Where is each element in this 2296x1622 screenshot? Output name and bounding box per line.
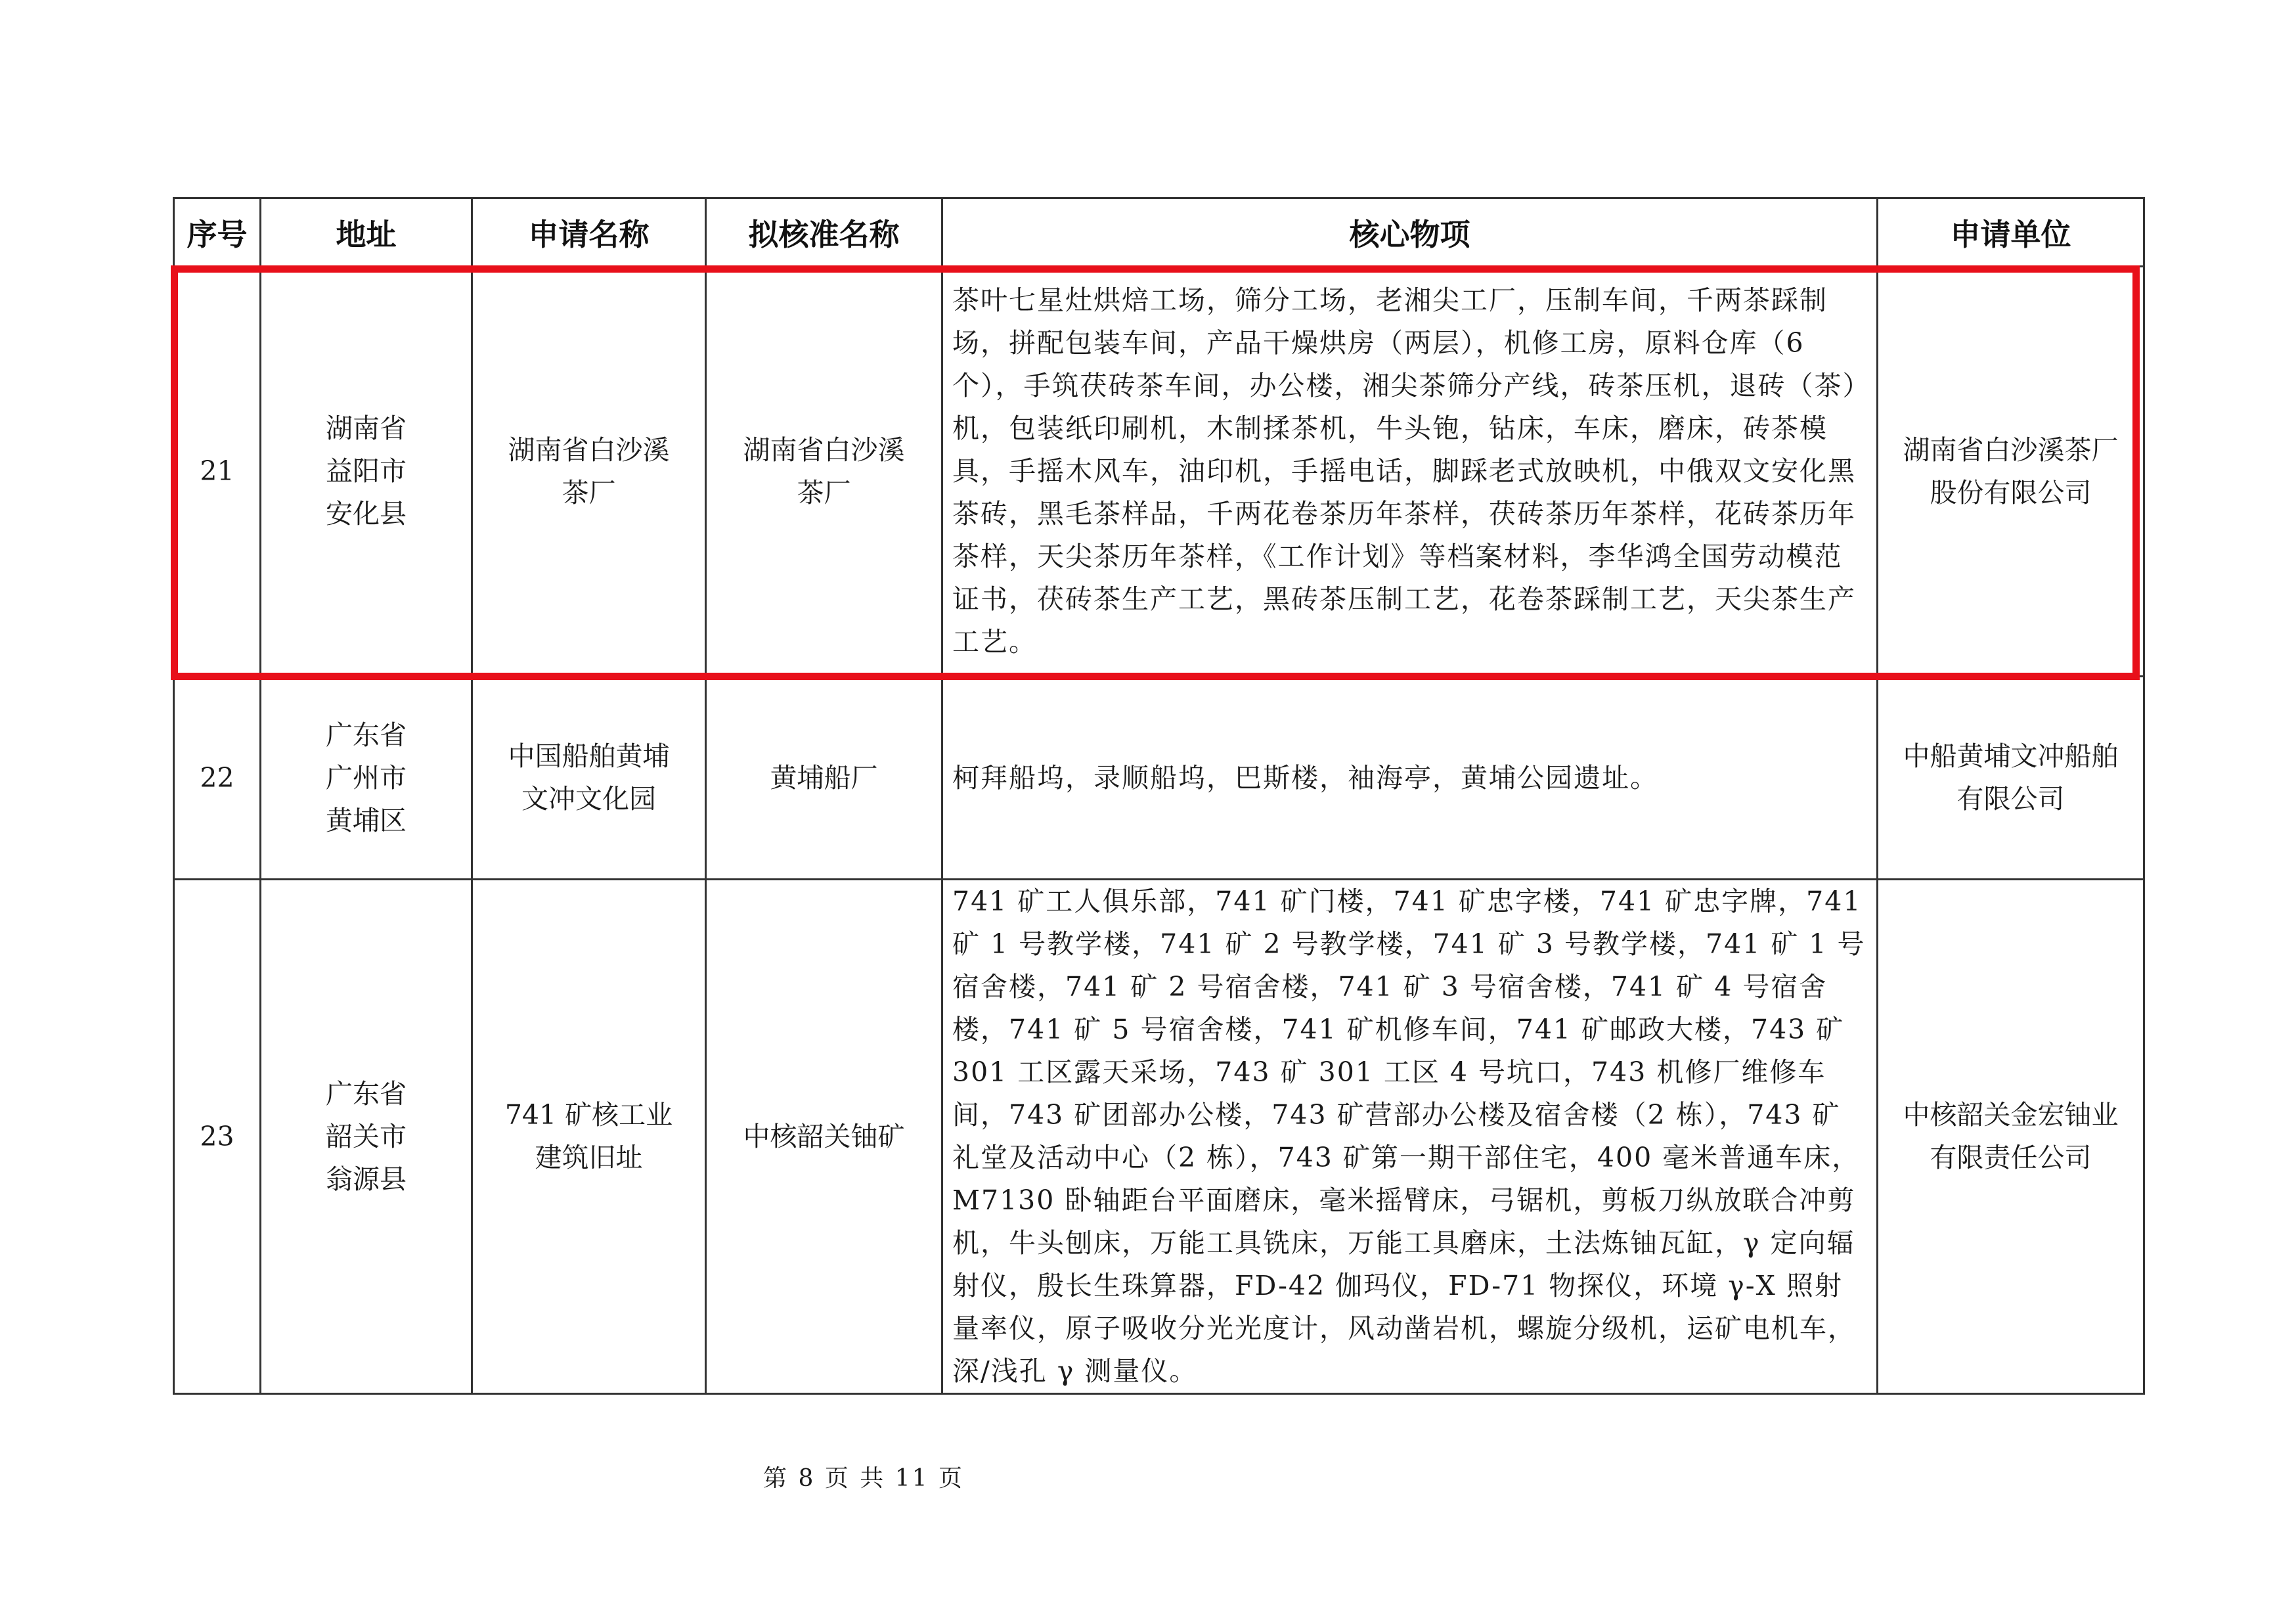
cell-approved-name: 中核韶关铀矿 <box>706 880 942 1394</box>
header-approved-name: 拟核准名称 <box>706 198 942 267</box>
cell-core-items: 茶叶七星灶烘焙工场，筛分工场，老湘尖工厂，压制车间，千两茶踩制场，拼配包装车间，产品干燥烘房（两层），机修工房，原料仓库（6个），手筑茯砖茶车间，办公楼，湘尖茶筛分产线，砖茶压机，退砖（茶）机，包装纸印刷机，木制揉茶机，牛头铇，钻床，车床，磨床，砖茶模具，手摇木风车，油印机，手摇电话，脚踩老式放映机，中俄双文安化黑茶砖，黑毛茶样品，千两花卷茶历年茶样，茯砖茶历年茶样，花砖茶历年茶样，天尖茶历年茶样，《工作计划》等档案材料，李华鸿全国劳动模范证书，茯砖茶生产工艺，黑砖茶压制工艺，花卷茶踩制工艺，天尖茶生产工艺。 <box>942 267 1878 677</box>
page-number: 第 8 页 共 11 页 <box>763 1465 964 1492</box>
cell-unit: 中核韶关金宏铀业 有限责任公司 <box>1878 880 2144 1394</box>
cell-no: 23 <box>174 880 261 1394</box>
header-apply-name: 申请名称 <box>472 198 706 267</box>
header-unit: 申请单位 <box>1878 198 2144 267</box>
table-header-row <box>174 198 2144 267</box>
header-no: 序号 <box>174 198 261 267</box>
cell-apply-name: 湖南省白沙溪 茶厂 <box>472 267 706 677</box>
cell-apply-name: 741 矿核工业 建筑旧址 <box>472 880 706 1394</box>
cell-approved-name: 湖南省白沙溪 茶厂 <box>706 267 942 677</box>
cell-unit: 湖南省白沙溪茶厂 股份有限公司 <box>1878 267 2144 677</box>
core-items-table <box>173 197 2145 1395</box>
cell-address: 广东省 广州市 黄埔区 <box>261 677 472 880</box>
cell-apply-name: 中国船舶黄埔 文冲文化园 <box>472 677 706 880</box>
header-core-items: 核心物项 <box>942 198 1878 267</box>
cell-no: 22 <box>174 677 261 880</box>
table-row <box>174 267 2144 677</box>
cell-unit: 中船黄埔文冲船舶 有限公司 <box>1878 677 2144 880</box>
cell-core-items: 柯拜船坞，录顺船坞，巴斯楼，袖海亭，黄埔公园遗址。 <box>942 677 1878 880</box>
cell-approved-name: 黄埔船厂 <box>706 677 942 880</box>
table-row <box>174 677 2144 880</box>
cell-core-items: 741 矿工人俱乐部，741 矿门楼，741 矿忠字楼，741 矿忠字牌，741 矿 1 号教学楼，741 矿 2 号教学楼，741 矿 3 号教学楼，741 矿 1 号宿舍楼，741 矿 2 号宿舍楼，741 矿 3 号宿舍楼，741 矿 4 号宿舍楼，741 矿 5 号宿舍楼，741 矿机修车间，741 矿邮政大楼，743 矿 301 工区露天采场，743 矿 301 工区 4 号坑口，743 机修厂维修车间，743 矿团部办公楼，743 矿营部办公楼及宿舍楼（2 栋），743 矿礼堂及活动中心（2 栋），743 矿第一期干部住宅，400 毫米普通车床，M7130 卧轴距台平面磨床，毫米摇臂床，弓锯机，剪板刀纵放联合冲剪机，牛头刨床，万能工具铣床，万能工具磨床，土法炼铀瓦缸，γ 定向辐射仪，殷长生珠算器，FD-42 伽玛仪，FD-71 物探仪，环境 γ-X 照射量率仪，原子吸收分光光度计，风动凿岩机，螺旋分级机，运矿电机车，深/浅孔 γ 测量仪。 <box>942 880 1878 1394</box>
cell-address: 湖南省 益阳市 安化县 <box>261 267 472 677</box>
cell-address: 广东省 韶关市 翁源县 <box>261 880 472 1394</box>
cell-no: 21 <box>174 267 261 677</box>
table-row <box>174 880 2144 1394</box>
header-address: 地址 <box>261 198 472 267</box>
